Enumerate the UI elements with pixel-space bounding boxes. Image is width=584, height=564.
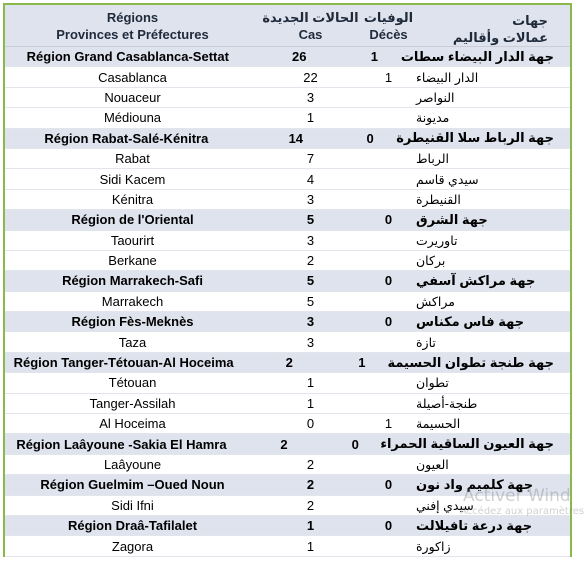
header-deces <box>361 5 416 46</box>
cell-deaths <box>361 149 416 168</box>
cell-cases: 4 <box>306 171 315 187</box>
header-regions-ar: جهات <box>512 13 548 28</box>
cell-deaths <box>361 190 416 209</box>
cell-cases: 5 <box>306 212 315 228</box>
cell-name-ar: جهة الشرق <box>416 211 488 227</box>
cell-deaths <box>361 108 416 127</box>
province-row <box>5 67 570 87</box>
cell-cases: 3 <box>306 232 315 248</box>
cell-deaths: 0 <box>384 314 393 330</box>
cell-name-fr: Rabat <box>115 151 150 167</box>
region-row <box>5 434 570 454</box>
cell-cases: 1 <box>306 538 315 554</box>
cell-cases: 5 <box>306 273 315 289</box>
cell-name-ar: النواصر <box>416 90 455 105</box>
region-row <box>5 210 570 230</box>
province-row <box>5 88 570 108</box>
table-body <box>5 47 570 557</box>
cell-name-fr: Région Fès-Meknès <box>71 314 194 330</box>
cell-name-ar: جهة العيون الساقية الحمراء <box>380 436 554 452</box>
cell-name-fr: Région Rabat-Salé-Kénitra <box>44 130 209 146</box>
cell-name-fr: Sidi Kacem <box>99 171 166 187</box>
cell-deaths: 1 <box>358 355 366 371</box>
cell-name-fr: Région Tanger-Tétouan-Al Hoceima <box>13 355 234 371</box>
cell-cases: 26 <box>292 49 307 65</box>
cell-name-fr: Berkane <box>108 253 157 269</box>
header-name-ar <box>416 5 570 46</box>
cell-name-ar: طنجة-أصيلة <box>416 396 478 411</box>
cell-deaths: 0 <box>384 518 393 534</box>
province-row <box>5 332 570 352</box>
cell-name-fr: Région Draâ-Tafilalet <box>67 518 198 534</box>
cell-deaths <box>361 373 416 392</box>
cell-deaths <box>361 88 416 107</box>
cell-name-ar: جهة مراكش آسفي <box>416 272 536 288</box>
cell-name-fr: Casablanca <box>98 69 167 85</box>
cell-name-fr: Région de l'Oriental <box>71 212 194 228</box>
cell-name-ar: الرباط <box>416 152 450 167</box>
cell-name-ar: الحسيمة <box>416 417 461 432</box>
province-row <box>5 231 570 251</box>
cell-name-ar: مديونة <box>416 111 450 126</box>
header-cas <box>260 5 361 46</box>
cell-cases: 2 <box>280 436 288 452</box>
region-row <box>5 516 570 536</box>
cell-name-ar: جهة فاس مكناس <box>416 313 525 329</box>
cell-deaths <box>361 394 416 413</box>
cell-name-ar: جهة الرباط سلا القنيطرة <box>396 130 554 146</box>
header-provinces-ar: عمالات وأقاليم <box>452 30 548 45</box>
province-row <box>5 169 570 189</box>
header-deces-ar: الوفيات <box>363 9 414 25</box>
windows-activation-subtext: Accédez aux paramètres <box>460 506 584 517</box>
province-row <box>5 414 570 434</box>
cell-cases: 14 <box>288 130 304 146</box>
header-cas-ar: الحالات الجديدة <box>262 9 359 25</box>
cell-deaths <box>361 332 416 351</box>
cell-cases: 2 <box>306 457 315 472</box>
province-row <box>5 251 570 271</box>
province-row <box>5 394 570 414</box>
cell-deaths <box>361 169 416 188</box>
cell-name-fr: Zagora <box>111 538 154 554</box>
cell-name-ar: تاوريرت <box>416 233 458 248</box>
cell-name-ar: زاكورة <box>416 539 451 554</box>
cell-name-fr: Taza <box>118 334 147 350</box>
cell-cases: 5 <box>306 293 315 309</box>
cell-name-fr: Sidi Ifni <box>111 497 154 513</box>
cell-cases: 3 <box>306 334 315 350</box>
cell-name-ar: جهة درعة تافيلالت <box>416 517 533 533</box>
cell-deaths <box>361 496 416 515</box>
region-row <box>5 47 570 67</box>
cell-name-ar: بركان <box>416 254 446 269</box>
cell-name-fr: Laâyoune <box>103 457 162 472</box>
cell-cases: 3 <box>306 314 315 330</box>
cell-deaths <box>361 292 416 311</box>
cell-cases: 3 <box>306 191 315 207</box>
cell-name-fr: Région Laâyoune -Sakia El Hamra <box>16 436 227 452</box>
windows-activation-watermark: Activer Wind <box>463 486 571 506</box>
cell-cases: 1 <box>306 518 315 534</box>
cell-cases: 2 <box>285 355 293 371</box>
cell-name-fr: Région Grand Casablanca-Settat <box>26 49 229 65</box>
cell-deaths <box>361 536 416 555</box>
province-row <box>5 149 570 169</box>
cell-deaths <box>361 251 416 270</box>
cell-name-ar: الدار البيضاء <box>416 70 479 85</box>
province-row <box>5 373 570 393</box>
cell-name-fr: Al Hoceima <box>99 416 166 432</box>
cell-name-ar: القنيطرة <box>416 192 461 207</box>
cell-deaths <box>361 455 416 474</box>
cell-deaths <box>361 231 416 250</box>
province-row <box>5 292 570 312</box>
province-row <box>5 455 570 475</box>
header-cas-fr: Cas <box>298 26 323 42</box>
cell-cases: 1 <box>306 375 315 391</box>
cell-name-ar: جهة كلميم واد نون <box>416 476 534 492</box>
cell-cases: 0 <box>306 416 315 432</box>
cell-name-ar: تازة <box>416 335 436 350</box>
cell-name-ar: تطوان <box>416 376 449 391</box>
region-row <box>5 129 570 149</box>
cell-name-ar: جهة الدار البيضاء سطات <box>400 48 554 64</box>
cell-deaths: 0 <box>366 130 374 146</box>
table-header <box>5 5 570 47</box>
cell-name-fr: Médiouna <box>103 110 162 126</box>
cell-name-fr: Région Marrakech-Safi <box>62 273 203 289</box>
cell-name-ar: مراكش <box>416 294 455 309</box>
cell-name-fr: Tétouan <box>108 375 157 391</box>
region-row <box>5 271 570 291</box>
cell-cases: 7 <box>306 151 315 167</box>
cell-name-fr: Taourirt <box>110 232 155 248</box>
cell-cases: 1 <box>306 395 315 411</box>
region-row <box>5 353 570 373</box>
cell-name-fr: Nouaceur <box>104 89 161 105</box>
cell-cases: 2 <box>306 497 315 513</box>
cell-deaths: 0 <box>351 436 359 452</box>
cell-cases: 2 <box>306 477 315 493</box>
cell-cases: 22 <box>303 69 318 85</box>
cell-name-ar: العيون <box>416 458 449 472</box>
header-name-fr <box>5 5 260 46</box>
cell-name-ar: سيدي إفني <box>416 498 474 513</box>
cell-cases: 1 <box>306 110 315 126</box>
cell-name-fr: Marrakech <box>101 293 164 309</box>
cell-deaths: 1 <box>384 69 393 85</box>
header-deces-fr: Décès <box>369 26 408 42</box>
cell-name-fr: Kénitra <box>111 191 154 207</box>
province-row <box>5 536 570 556</box>
cell-deaths: 0 <box>384 273 393 289</box>
cell-deaths: 1 <box>370 49 378 65</box>
cases-table <box>3 3 572 557</box>
cell-name-ar: جهة طنجة تطوان الحسيمة <box>387 354 554 370</box>
cell-cases: 2 <box>306 253 315 269</box>
cell-deaths: 0 <box>384 477 393 493</box>
header-provinces-label: Provinces et Préfectures <box>56 26 209 42</box>
province-row <box>5 108 570 128</box>
cell-name-fr: Région Guelmim –Oued Noun <box>40 477 225 493</box>
cell-name-ar: سيدي قاسم <box>416 172 479 187</box>
cell-name-fr: Tanger-Assilah <box>89 395 176 411</box>
cell-deaths: 1 <box>384 416 393 432</box>
cell-cases: 3 <box>306 89 315 105</box>
province-row <box>5 190 570 210</box>
header-regions-label: Régions <box>106 9 159 25</box>
region-row <box>5 312 570 332</box>
cell-deaths: 0 <box>384 212 393 228</box>
